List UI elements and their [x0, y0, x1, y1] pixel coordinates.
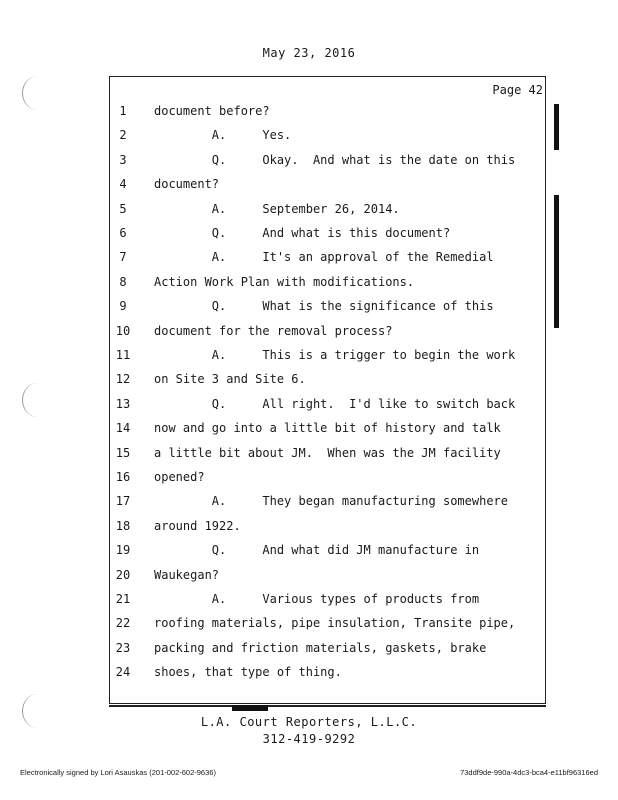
line-text: document?	[154, 177, 220, 192]
line-number: 22	[115, 616, 131, 631]
transcript-line	[0, 494, 546, 518]
line-text: A. They began manufacturing somewhere	[154, 494, 509, 509]
punch-hole-icon	[22, 383, 53, 417]
line-text: A. Yes.	[154, 128, 292, 143]
line-text: Q. And what is this document?	[154, 226, 451, 240]
margin-bar	[554, 104, 559, 150]
line-number: 10	[115, 323, 131, 338]
line-text: on Site 3 and Site 6.	[154, 372, 306, 387]
line-text: document for the removal process?	[154, 323, 393, 338]
line-text: A. It's an approval of the Remedial	[154, 250, 494, 265]
transcript-line	[0, 519, 546, 543]
line-text: opened?	[154, 470, 205, 484]
line-number: 23	[115, 640, 131, 655]
line-number: 14	[115, 421, 131, 436]
transcript-line	[0, 543, 546, 567]
line-text: roofing materials, pipe insulation, Transite pipe,	[154, 616, 516, 631]
transcript-line	[0, 568, 546, 592]
line-number: 16	[115, 470, 131, 484]
line-text: document before?	[154, 104, 270, 118]
transcript-line	[0, 665, 546, 689]
transcript-line	[0, 128, 546, 152]
transcript-line	[0, 421, 546, 445]
transcript-line	[0, 202, 546, 226]
line-text: Q. Okay. And what is the date on this	[154, 152, 516, 167]
line-text: Q. What is the significance of this	[154, 299, 494, 314]
transcript-line	[0, 641, 546, 665]
footer-company: L.A. Court Reporters, L.L.C.	[200, 715, 418, 729]
line-text: around 1922.	[154, 518, 241, 533]
transcript-line	[0, 275, 546, 299]
line-text: A. This is a trigger to begin the work	[154, 348, 516, 362]
line-number: 11	[115, 348, 131, 362]
transcript-line	[0, 592, 546, 616]
line-text: now and go into a little bit of history and talk	[154, 421, 501, 436]
line-text: packing and friction materials, gaskets, brake	[154, 640, 487, 655]
line-text: Action Work Plan with modifications.	[154, 274, 415, 289]
line-number: 15	[115, 445, 131, 460]
line-number: 12	[115, 372, 131, 387]
line-number: 19	[115, 543, 131, 558]
line-number: 8	[119, 274, 127, 289]
line-number: 6	[119, 226, 127, 240]
transcript-line	[0, 299, 546, 323]
line-text: A. September 26, 2014.	[154, 201, 400, 216]
transcript-line	[0, 324, 546, 348]
line-number: 3	[119, 152, 127, 167]
transcript-line	[0, 348, 546, 372]
transcript-line	[0, 226, 546, 250]
page-number: Page 42	[492, 83, 543, 97]
line-number: 17	[115, 494, 131, 509]
transcript-line	[0, 446, 546, 470]
line-number: 24	[115, 665, 131, 680]
margin-bar	[554, 195, 559, 328]
line-text: Q. And what did JM manufacture in	[154, 543, 480, 558]
line-number: 18	[115, 518, 131, 533]
punch-hole-icon	[22, 694, 53, 728]
page-date: May 23, 2016	[262, 46, 356, 60]
line-text: Waukegan?	[154, 567, 220, 582]
transcript-line	[0, 616, 546, 640]
document-hash: 73ddf9de-990a-4dc3-bca4-e11bf96316ed	[460, 768, 598, 777]
line-number: 20	[115, 567, 131, 582]
transcript-line	[0, 470, 546, 494]
line-text: shoes, that type of thing.	[154, 665, 342, 680]
line-number: 1	[119, 104, 127, 118]
transcript-line	[0, 372, 546, 396]
punch-hole-icon	[22, 76, 53, 110]
bottom-rule	[109, 705, 546, 707]
line-number: 21	[115, 592, 131, 606]
line-number: 13	[115, 396, 131, 411]
bottom-notch	[232, 705, 268, 711]
transcript-line	[0, 104, 546, 128]
line-number: 9	[119, 299, 127, 314]
line-text: Q. All right. I'd like to switch back	[154, 396, 516, 411]
transcript-line	[0, 250, 546, 274]
line-number: 5	[119, 201, 127, 216]
electronic-signature: Electronically signed by Lori Asauskas (201-002-602-9636)	[20, 768, 216, 777]
footer-phone: 312-419-9292	[262, 732, 356, 746]
line-number: 2	[119, 128, 127, 143]
line-text: a little bit about JM. When was the JM facility	[154, 445, 501, 460]
transcript-line	[0, 397, 546, 421]
line-text: A. Various types of products from	[154, 592, 480, 606]
line-number: 7	[119, 250, 127, 265]
transcript-line	[0, 177, 546, 201]
transcript-line	[0, 153, 546, 177]
line-number: 4	[119, 177, 127, 192]
